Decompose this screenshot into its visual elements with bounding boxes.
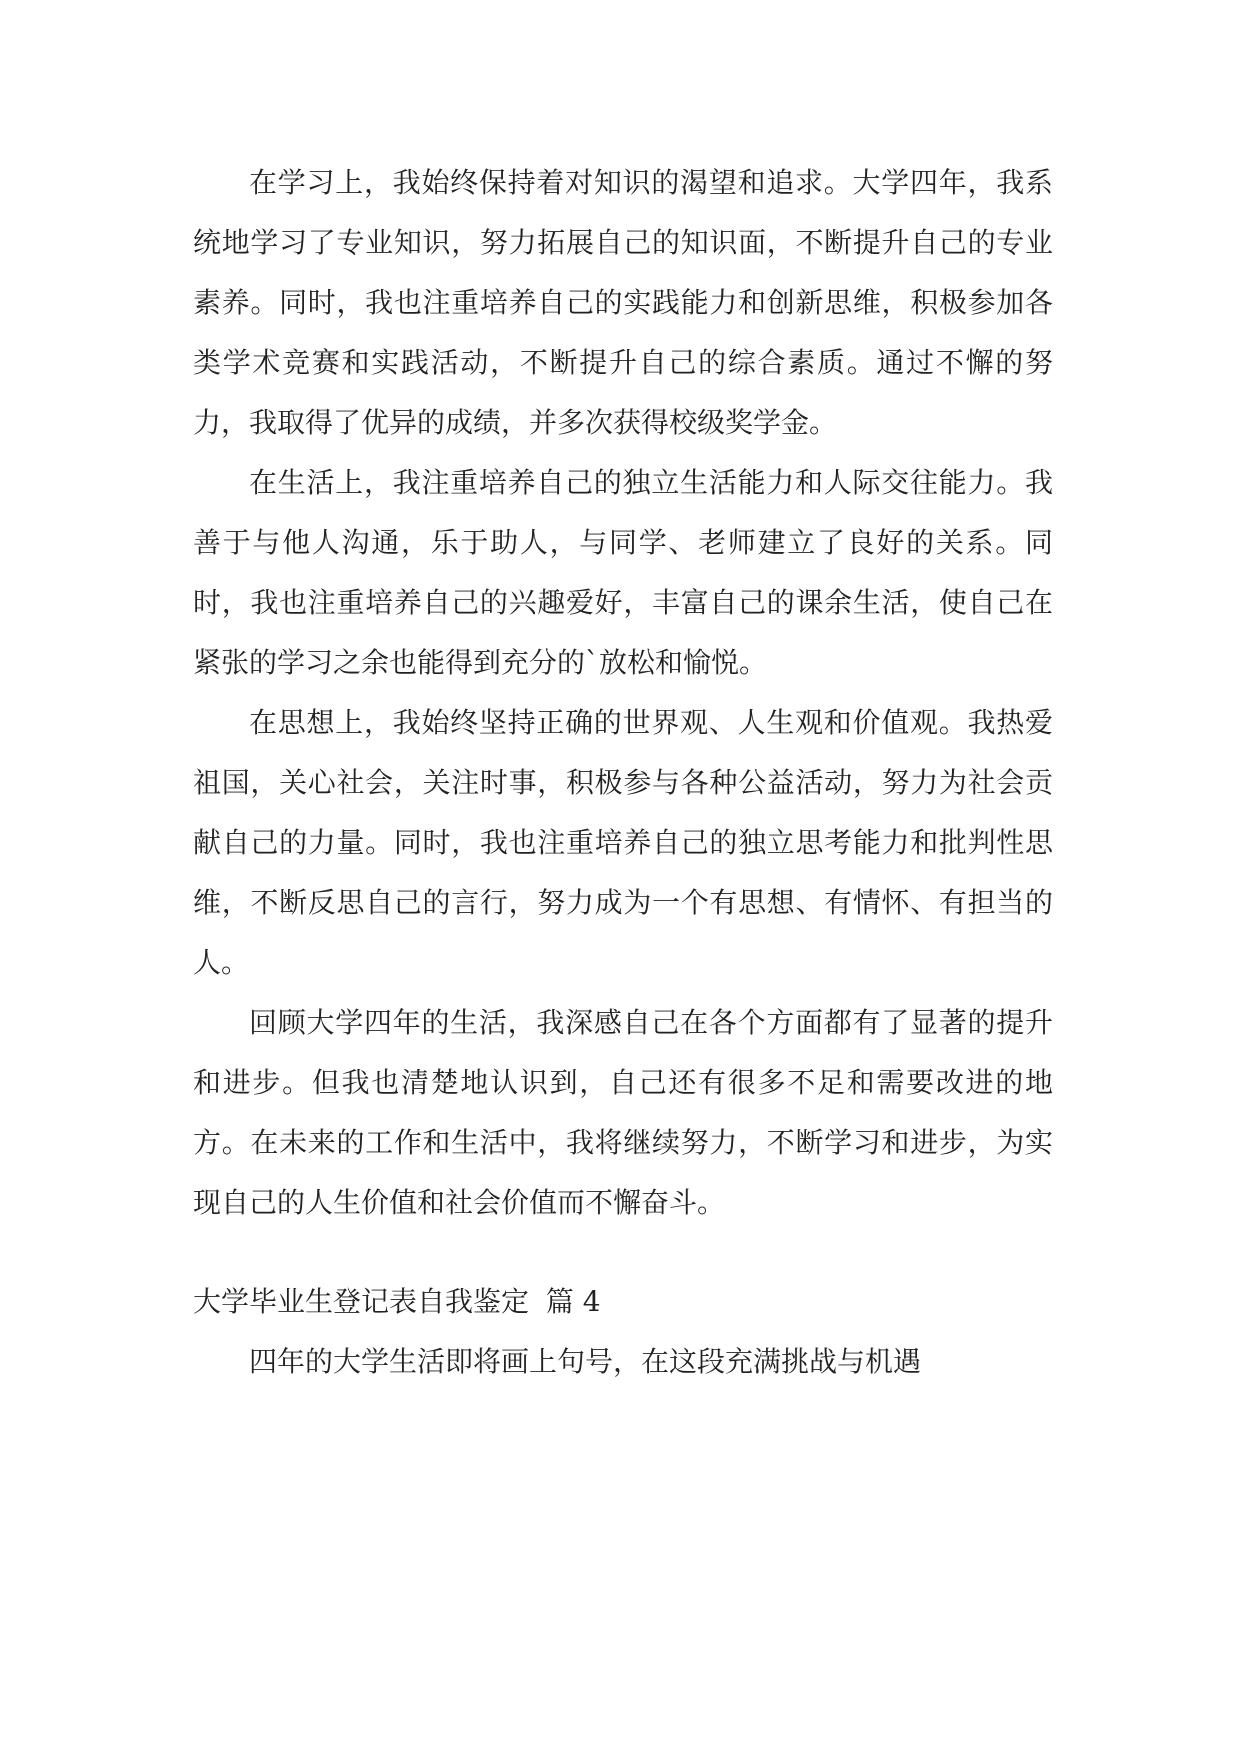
paragraph-study: 在学习上，我始终保持着对知识的渴望和追求。大学四年，我系统地学习了专业知识，努力拓展自己的知识面，不断提升自己的专业素养。同时，我也注重培养自己的实践能力和创新思维，积极参加各类学术竞赛和实践活动，不断提升自己的综合素质。通过不懈的努力，我取得了优异的成绩，并多次获得校级奖学金。 <box>193 166 1053 439</box>
paragraph-review: 回顾大学四年的生活，我深感自己在各个方面都有了显著的提升和进步。但我也清楚地认识到，自己还有很多不足和需要改进的地方。在未来的工作和生活中，我将继续努力，不断学习和进步，为实现自己的人生价值和社会价值而不懈奋斗。 <box>193 1006 1053 1219</box>
paragraph-next-section-start: 四年的大学生活即将画上句号，在这段充满挑战与机遇 <box>249 1345 922 1378</box>
paragraph-life: 在生活上，我注重培养自己的独立生活能力和人际交往能力。我善于与他人沟通，乐于助人，与同学、老师建立了良好的关系。同时，我也注重培养自己的兴趣爱好，丰富自己的课余生活，使自己在紧张的学习之余也能得到充分的`放松和愉悦。 <box>193 466 1053 679</box>
section-number: 篇 4 <box>545 1285 601 1318</box>
section-title: 大学毕业生登记表自我鉴定 <box>193 1285 530 1318</box>
paragraph-thought: 在思想上，我始终坚持正确的世界观、人生观和价值观。我热爱祖国，关心社会，关注时事，积极参与各种公益活动，努力为社会贡献自己的力量。同时，我也注重培养自己的独立思考能力和批判性思维，不断反思自己的言行，努力成为一个有思想、有情怀、有担当的人。 <box>193 706 1053 979</box>
section-heading <box>193 1272 1053 1332</box>
document-body <box>193 153 1053 1392</box>
